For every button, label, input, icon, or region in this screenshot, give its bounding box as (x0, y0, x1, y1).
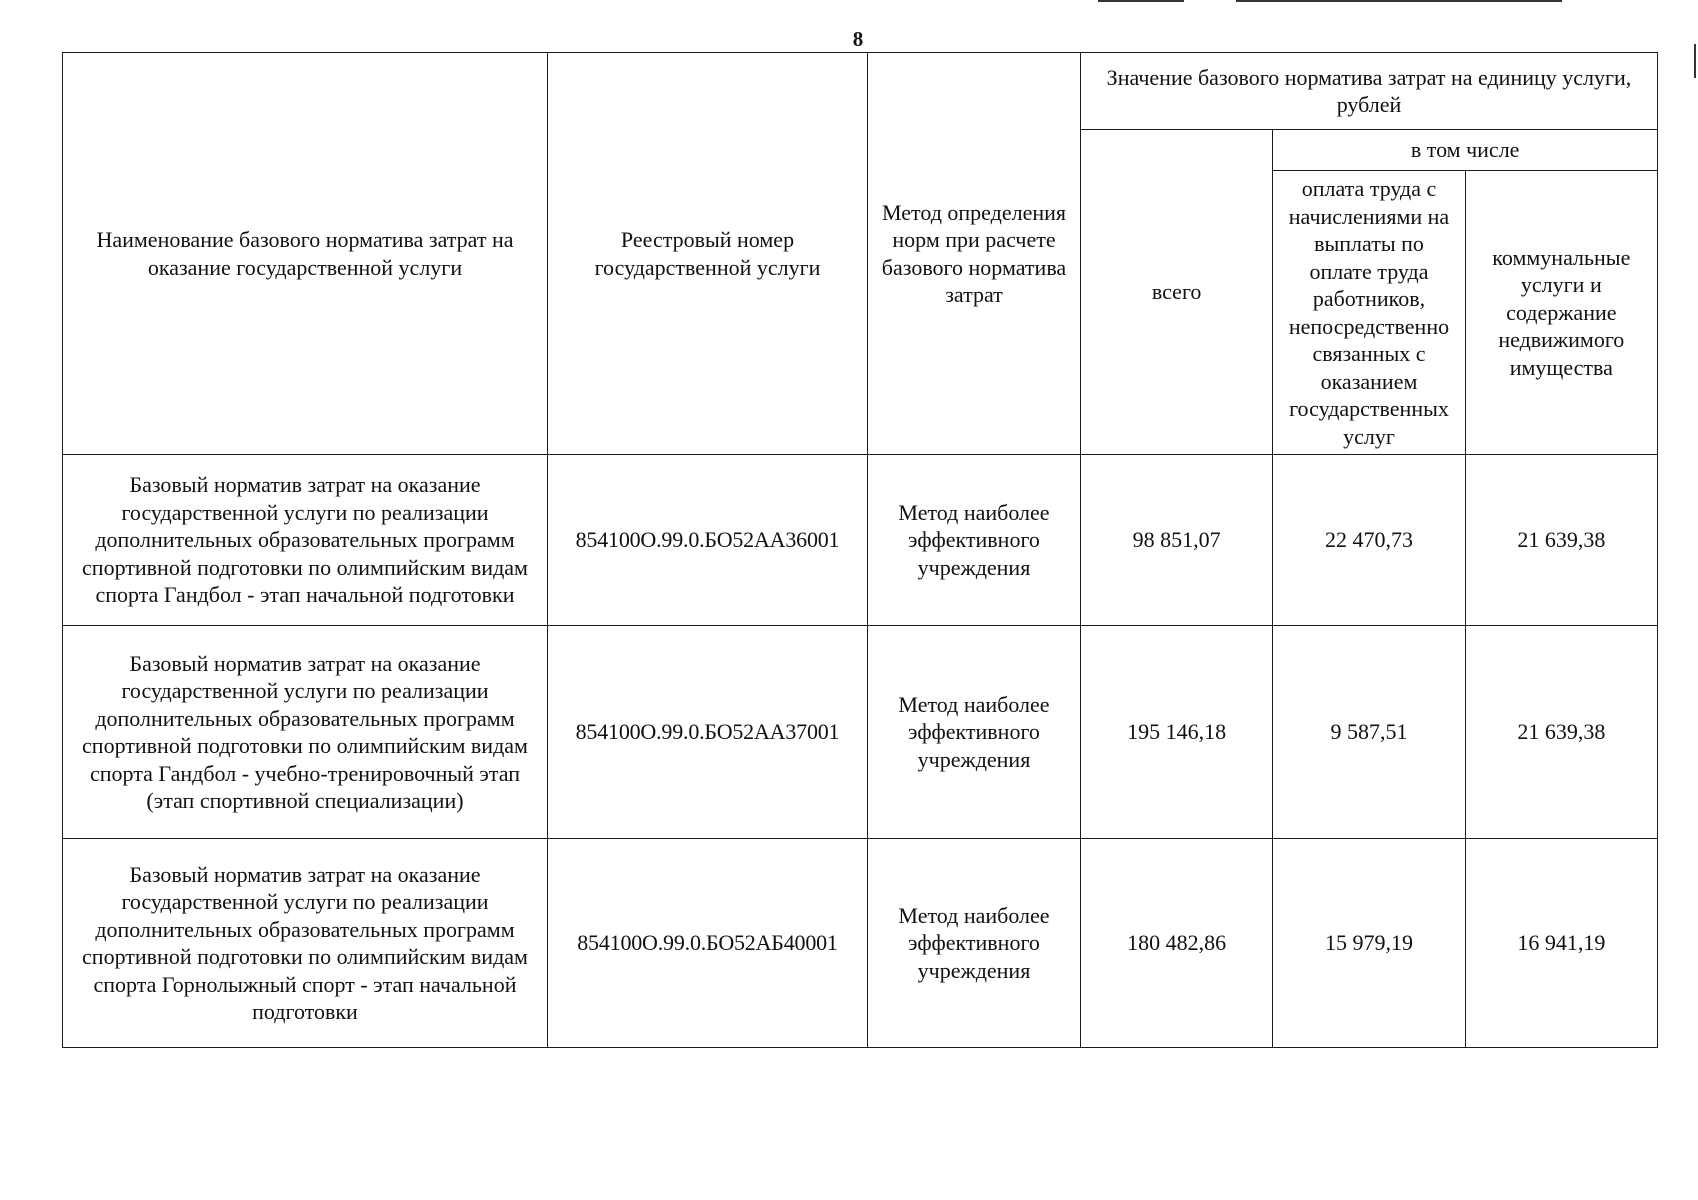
row-name: Базовый норматив затрат на оказание государственной услуги по реализации дополнительных образовательных программ спортивной подготовки по олимпийским видам спорта Гандбол - этап начальной подготовки (63, 455, 548, 626)
cost-norm-table (62, 52, 1658, 1048)
row-utilities: 21 639,38 (1465, 455, 1657, 626)
row-total: 195 146,18 (1081, 626, 1273, 839)
row-labor: 9 587,51 (1273, 626, 1465, 839)
header-name: Наименование базового норматива затрат на оказание государственной услуги (63, 53, 548, 455)
scan-edge-mark (1098, 0, 1184, 2)
page-number: 8 (852, 27, 864, 51)
table-row (63, 626, 1658, 839)
header-row (63, 53, 1658, 130)
header-registry-number: Реестровый номер государственной услуги (548, 53, 868, 455)
row-utilities: 21 639,38 (1465, 626, 1657, 839)
row-method: Метод наиболее эффективного учреждения (868, 626, 1081, 839)
header-labor: оплата труда с начислениями на выплаты по оплате труда работников, непосредственно связанных с оказанием государственных услуг (1273, 171, 1465, 455)
table-row (63, 455, 1658, 626)
header-total: всего (1081, 130, 1273, 455)
header-method: Метод определения норм при расчете базового норматива затрат (868, 53, 1081, 455)
header-utilities: коммунальные услуги и содержание недвижимого имущества (1465, 171, 1657, 455)
header-value-group: Значение базового норматива затрат на единицу услуги, рублей (1081, 53, 1658, 130)
row-utilities: 16 941,19 (1465, 839, 1657, 1048)
row-method: Метод наиболее эффективного учреждения (868, 455, 1081, 626)
row-registry-number: 854100О.99.0.БО52АБ40001 (548, 839, 868, 1048)
row-total: 98 851,07 (1081, 455, 1273, 626)
row-name: Базовый норматив затрат на оказание государственной услуги по реализации дополнительных образовательных программ спортивной подготовки по олимпийским видам спорта Горнолыжный спорт - этап начальной подготовки (63, 839, 548, 1048)
table-row (63, 839, 1658, 1048)
scan-edge-mark (1236, 0, 1562, 2)
row-registry-number: 854100О.99.0.БО52АА37001 (548, 626, 868, 839)
row-method: Метод наиболее эффективного учреждения (868, 839, 1081, 1048)
row-registry-number: 854100О.99.0.БО52АА36001 (548, 455, 868, 626)
row-labor: 15 979,19 (1273, 839, 1465, 1048)
row-total: 180 482,86 (1081, 839, 1273, 1048)
row-name: Базовый норматив затрат на оказание государственной услуги по реализации дополнительных образовательных программ спортивной подготовки по олимпийским видам спорта Гандбол - учебно-тренировочный этап (этап спортивной специализации) (63, 626, 548, 839)
row-labor: 22 470,73 (1273, 455, 1465, 626)
header-including: в том числе (1273, 130, 1658, 171)
